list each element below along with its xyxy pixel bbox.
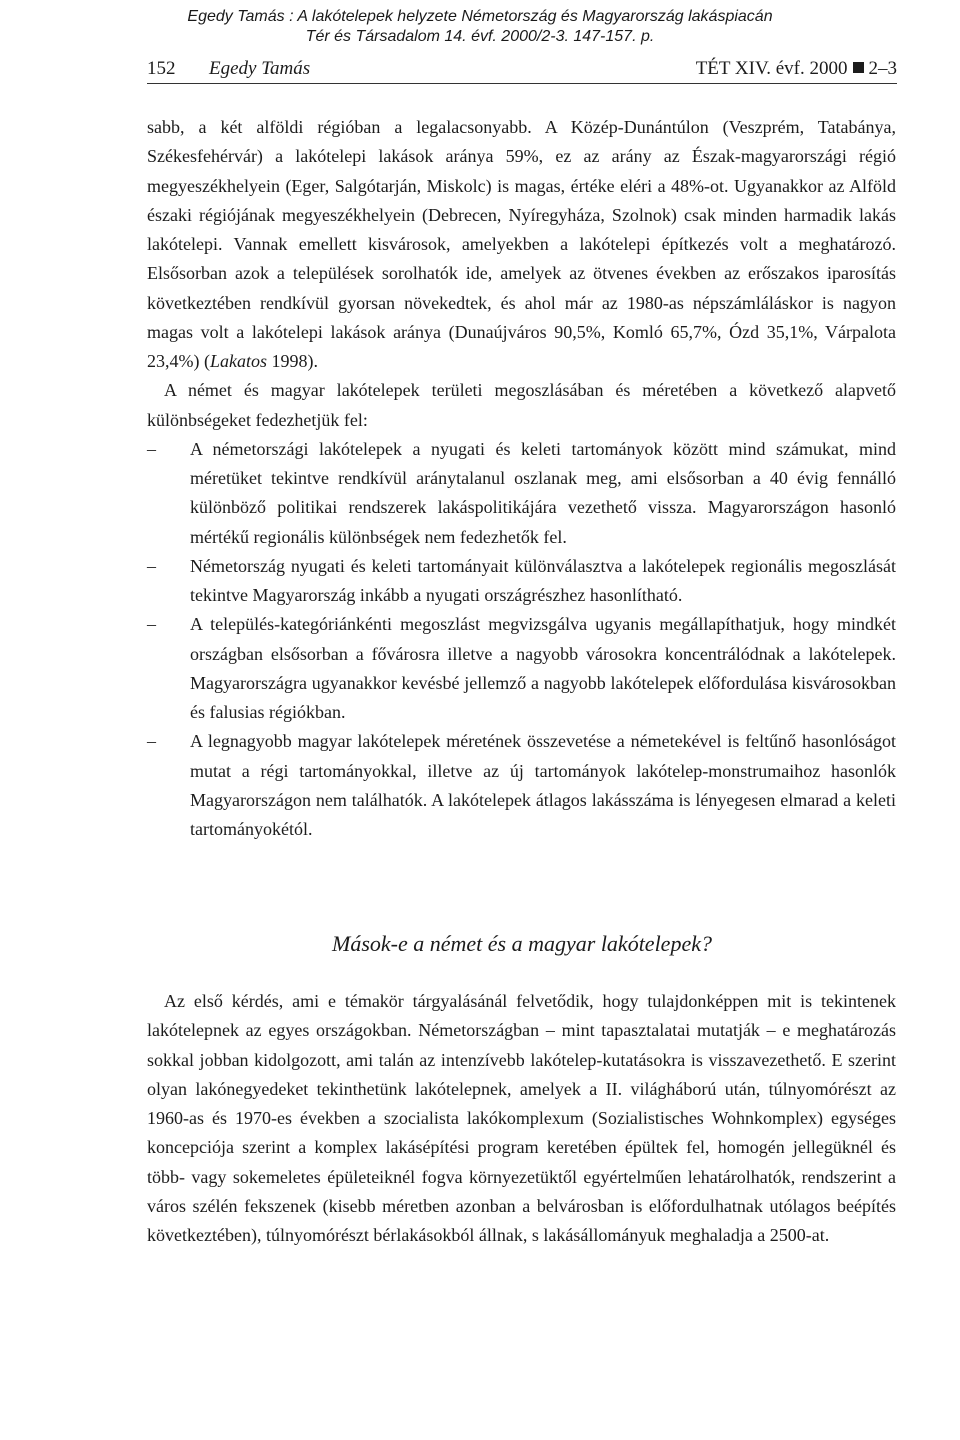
dash-marker: – [147, 438, 156, 459]
citation-line-1: Egedy Tamás : A lakótelepek helyzete Németország és Magyarország lakáspiacán [187, 8, 773, 25]
list-item [147, 435, 896, 552]
list-item [147, 610, 896, 727]
paragraph-differences: A német és magyar lakótelepek területi megoszlásában és méretében a következő alapvető különbségeket fedezhetjük fel: [147, 380, 896, 430]
page-number: 152 [147, 58, 176, 79]
body-text-top [147, 113, 896, 844]
dash-marker: – [147, 614, 156, 635]
section-paragraph: Az első kérdés, ami e témakör tárgyalásánál felvetődik, hogy tulajdonképpen mit is tekintenek lakótelepnek az egyes országokban. Németországban – mint tapasztalatai mutatják – e meghatározás sokkal jobban kidolgozott, ami talán az intenzívebb lakótelep-kutatásokra is visszavezethető. E szerint olyan lakónegyedeket tekinthetünk lakótelepnek, amelyek a II. világháború után, túlnyomórészt az 1960-as és 1970-es években a szocialista lakókomplexum (Sozialistisches Wohnkomplex) egységes koncepciója szerint a komplex lakásépítési program keretében épültek fel, homogén jellegüknél és több- vagy sokemeletes épületeiknél fogva környezetüktől egyértelműen lehatárolhatók, rendszerint a város szélén fekszenek (kisebb méretben azonban a belvárosban is előfordulhatnak utólagos beépítés következtében), túlnyomórészt bérlakásokból állnak, s lakásállományuk meghaladja a 2500-at. [147, 991, 896, 1245]
citation-line-2: Tér és Társadalom 14. évf. 2000/2-3. 147-157. p. [305, 28, 655, 45]
list-item-text: A legnagyobb magyar lakótelepek méretének összevetése a németekével is feltűnő hasonlóságot mutat a régi tartományokkal, illetve az új tartományok lakótelep-monstrumaihoz hasonlók Magyarországon nem találhatók. A lakótelepek átlagos lakásszáma is lényegesen elmarad a keleti tartományokétól. [190, 731, 896, 839]
running-head-journal [696, 58, 897, 80]
list-item-text: Németország nyugati és keleti tartományait különválasztva a lakótelepek regionális megoszlását tekintve Magyarország inkább a nyugati országrészhez hasonlítható. [190, 555, 896, 605]
square-bullet-icon [853, 62, 864, 73]
running-head [147, 58, 897, 82]
body-text-bottom [147, 987, 896, 1250]
running-head-author: Egedy Tamás [209, 58, 311, 79]
list-item [147, 727, 896, 844]
citation-header [0, 7, 960, 47]
dash-marker: – [147, 731, 156, 752]
dash-marker: – [147, 555, 156, 576]
section-heading: Mások-e a német és a magyar lakótelepek? [332, 931, 712, 956]
paragraph-continued [147, 113, 896, 376]
journal-issue: 2–3 [868, 58, 897, 79]
paragraph-text-end: 1998). [267, 351, 318, 371]
journal-volume: TÉT XIV. évf. 2000 [695, 58, 848, 79]
list-item-text: A németországi lakótelepek a nyugati és keleti tartományok között mind számukat, mind méretüket tekintve rendkívül aránytalanul oszlanak meg, ami elsősorban a 40 évig fennálló különböző politikai rendszerek lakáspolitikájára vezethető vissza. Magyarországon hasonló mértékű regionális különbségek nem fedezhetők fel. [190, 438, 896, 547]
paragraph-text: sabb, a két alföldi régióban a legalacsonyabb. A Közép-Dunántúlon (Veszprém, Tatabánya, Székesfehérvár) a lakótelepi lakások aránya 59%, ez az arány az Észak-magyarországi régió megyeszékhelyein (Eger, Salgótarján, Miskolc) is magas, értéke eléri a 48%-ot. Ugyanakkor az Alföld északi régiójának megyeszékhelyein (Debrecen, Nyíregyháza, Szolnok) csak minden harmadik lakás lakótelepi. Vannak emellett kisvárosok, amelyekben a lakótelepi építkezés volt a meghatározó. Elsősorban azok a települések sorolhatók ide, amelyek az ötvenes években az erőszakos iparosítás következtében rendkívül gyorsan növekedtek, és ahol már az 1980-as népszámláláskor is nagyon magas volt a lakótelepi lakások aránya (Dunaújváros 90,5%, Komló 65,7%, Ózd 35,1%, Várpalota 23,4%) ( [147, 117, 896, 371]
list-item-text: A település-kategóriánkénti megoszlást megvizsgálva ugyanis megállapíthatjuk, hogy mindkét országban elsősorban a fővárosra illetve a nagyobb városokra koncentrálódnak a lakótelepek. Magyarországra ugyanakkor kevésbé jellemző a nagyobb lakótelepek előfordulása kisvárosokban és falusias régiókban. [190, 614, 896, 722]
header-rule [147, 83, 897, 84]
citation-reference: Lakatos [209, 351, 267, 371]
differences-list [147, 435, 896, 845]
list-item [147, 552, 896, 611]
